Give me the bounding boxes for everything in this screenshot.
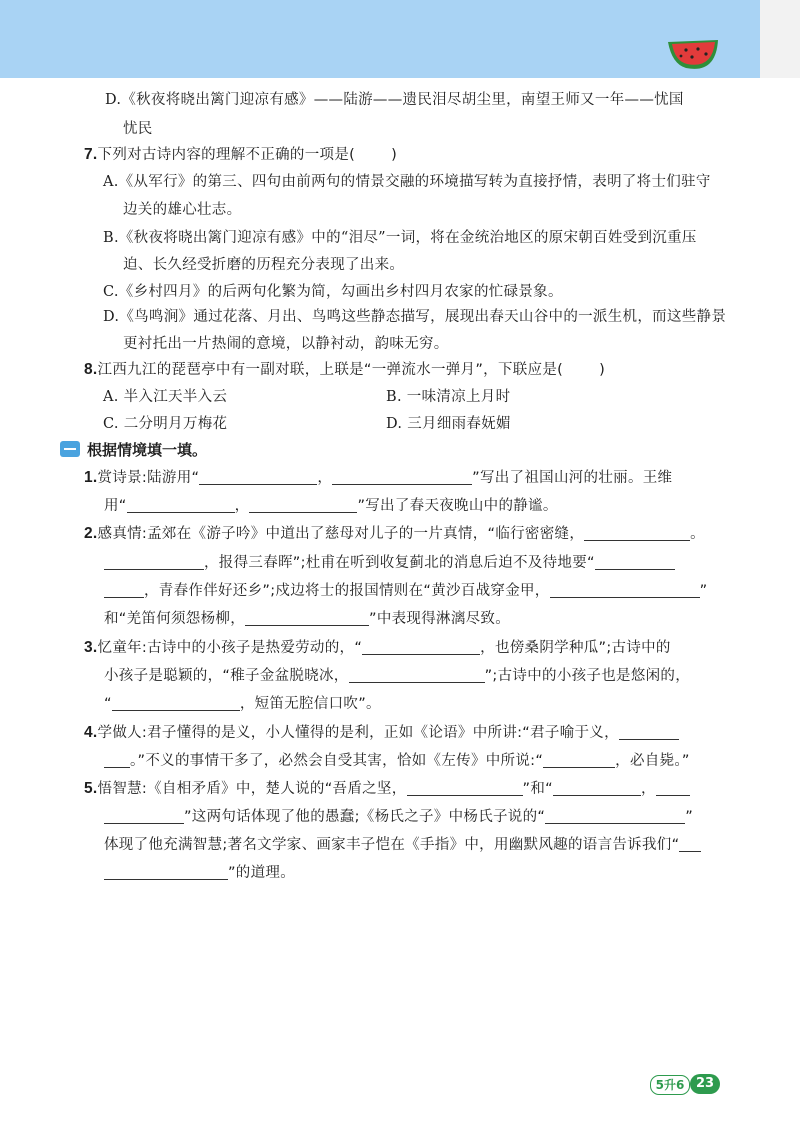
q7-option-b-line1: B.《秋夜将晓出篱门迎凉有感》中的“泪尽”一词，将在金统治地区的原宋朝百姓受到沉重压 (103, 230, 697, 246)
q6-option-d-line2: 忧民 (123, 121, 153, 137)
q7-stem-close: ) (391, 147, 398, 163)
watermelon-icon (666, 38, 722, 78)
fill1-blank-2[interactable] (332, 468, 472, 485)
fill2-blank-3[interactable] (595, 553, 675, 570)
fill2-blank-4[interactable] (550, 581, 700, 598)
fill3-text-d: ”;古诗中的小孩子也是悠闲的， (484, 668, 691, 684)
fill2-line4 (104, 609, 510, 629)
fill5-blank-1[interactable] (407, 779, 523, 796)
fill3-text-e: “ (104, 696, 112, 712)
fill2-blank-1[interactable] (584, 524, 690, 541)
fill2-text-c: ，报得三春晖”;杜甫在听到收复蓟北的消息后迫不及待地要“ (204, 555, 595, 571)
fill3-line1 (84, 638, 671, 658)
q8-option-d: D. 三月细雨春妩媚 (386, 416, 511, 432)
fill5-number: 5. (84, 780, 98, 797)
fill2-text-g: ”中表现得淋漓尽致。 (369, 611, 511, 627)
fill2-line3 (104, 581, 707, 601)
q7-option-c: C.《乡村四月》的后两句化繁为简，勾画出乡村四月农家的忙碌景象。 (103, 284, 563, 300)
fill3-text-a: 忆童年:古诗中的小孩子是热爱劳动的，“ (97, 640, 363, 656)
fill2-blank-2[interactable] (104, 553, 204, 570)
grade-badge: 5升6 (650, 1075, 690, 1095)
q8-number: 8. (84, 361, 98, 378)
fill1-line2 (104, 496, 558, 516)
q6-option-d-line1: D.《秋夜将晓出篱门迎凉有感》——陆游——遗民泪尽胡尘里，南望王师又一年——忧国 (105, 92, 684, 108)
q7-stem-text: 下列对古诗内容的理解不正确的一项是( (97, 147, 356, 163)
q8-option-a: A. 半入江天半入云 (103, 389, 228, 405)
fill1-text-a: 赏诗景:陆游用“ (97, 470, 200, 486)
fill5-line2 (104, 807, 693, 827)
fill5-text-c: ， (640, 781, 656, 797)
fill5-blank-3b[interactable] (104, 807, 184, 824)
fill2-line1 (84, 524, 705, 544)
fill2-text-b: 。 (690, 526, 705, 542)
fill4-blank-1b[interactable] (104, 751, 130, 768)
q8-option-b: B. 一味清凉上月时 (386, 389, 511, 405)
fill1-number: 1. (84, 469, 98, 486)
section-title: 根据情境填一填。 (87, 441, 208, 459)
fill3-text-b: ，也傍桑阴学种瓜”;古诗中的 (480, 640, 671, 656)
fill3-blank-1[interactable] (362, 638, 480, 655)
q8-stem-text: 江西九江的琵琶亭中有一副对联，上联是“一弹流水一弹月”，下联应是( (97, 362, 564, 378)
fill5-line3 (104, 835, 701, 855)
fill4-number: 4. (84, 724, 98, 741)
page-number: 23 (690, 1074, 720, 1094)
header-fade (760, 0, 800, 78)
fill2-blank-5[interactable] (245, 609, 369, 626)
q7-number: 7. (84, 146, 98, 163)
q8-stem (84, 360, 605, 380)
fill1-text-e: ， (234, 498, 250, 514)
fill5-line4 (104, 863, 295, 883)
fill1-blank-1[interactable] (199, 468, 317, 485)
fill4-text-c: ，必自毙。” (615, 753, 690, 769)
fill5-text-f: 体现了他充满智慧;著名文学家、画家丰子恺在《手指》中，用幽默风趣的语言告诉我们“ (104, 837, 680, 853)
fill2-blank-3b[interactable] (104, 581, 144, 598)
fill2-text-d: ，青春作伴好还乡”;戍边将士的报国情则在“黄沙百战穿金甲， (144, 583, 550, 599)
fill5-blank-5[interactable] (679, 835, 701, 852)
fill4-text-a: 学做人:君子懂得的是义，小人懂得的是利，正如《论语》中所讲:“君子喻于义， (97, 725, 619, 741)
fill1-blank-3[interactable] (127, 496, 235, 513)
fill3-blank-2[interactable] (349, 666, 485, 683)
fill5-blank-5b[interactable] (104, 863, 228, 880)
fill5-text-d: ”这两句话体现了他的愚蠢;《杨氏之子》中杨氏子说的“ (184, 809, 546, 825)
fill3-line2 (104, 666, 690, 686)
fill2-number: 2. (84, 525, 98, 542)
q7-option-d-line2: 更衬托出一片热闹的意境，以静衬动，韵味无穷。 (123, 336, 449, 352)
q8-option-c: C. 二分明月万梅花 (103, 416, 228, 432)
fill2-text-f: 和“羌笛何须怨杨柳， (104, 611, 246, 627)
q8-stem-close: ) (599, 362, 606, 378)
fill2-text-e: ” (699, 583, 708, 599)
fill5-text-a: 悟智慧:《自相矛盾》中，楚人说的“吾盾之坚， (97, 781, 407, 797)
fill3-text-c: 小孩子是聪颖的，“稚子金盆脱晓冰， (104, 668, 349, 684)
fill4-text-b: 。”不义的事情干多了，必然会自受其害，恰如《左传》中所说:“ (130, 753, 544, 769)
fill5-text-b: ”和“ (522, 781, 553, 797)
fill3-blank-3[interactable] (112, 694, 240, 711)
fill3-number: 3. (84, 639, 98, 656)
fill1-line1 (84, 468, 672, 488)
q7-option-a-line1: A.《从军行》的第三、四句由前两句的情景交融的环境描写转为直接抒情，表明了将士们驻守 (103, 174, 711, 190)
fill1-text-c: ”写出了祖国山河的壮丽。王维 (472, 470, 673, 486)
fill5-blank-2[interactable] (553, 779, 641, 796)
q7-option-d-line1: D.《鸟鸣涧》通过花落、月出、鸟鸣这些静态描写，展现出春天山谷中的一派生机，而这些静景 (103, 309, 727, 325)
section-icon (60, 441, 80, 457)
fill5-text-e: ” (685, 809, 694, 825)
fill1-text-f: ”写出了春天夜晚山中的静谧。 (357, 498, 558, 514)
q7-option-b-line2: 迫、长久经受折磨的历程充分表现了出来。 (123, 257, 405, 273)
fill5-blank-3[interactable] (656, 779, 690, 796)
fill2-text-a: 感真情:孟郊在《游子吟》中道出了慈母对儿子的一片真情，“临行密密缝， (97, 526, 585, 542)
fill3-text-f: ，短笛无腔信口吹”。 (239, 696, 381, 712)
fill4-line1 (84, 723, 679, 743)
fill2-line2 (104, 553, 675, 573)
fill5-blank-4[interactable] (545, 807, 685, 824)
q7-stem (84, 145, 397, 165)
fill5-text-g: ”的道理。 (228, 865, 296, 881)
fill5-line1 (84, 779, 690, 799)
q7-option-a-line2: 边关的雄心壮志。 (123, 202, 242, 218)
fill4-line2 (104, 751, 690, 771)
fill3-line3 (104, 694, 381, 714)
fill4-blank-1[interactable] (619, 723, 679, 740)
fill1-text-d: 用“ (104, 498, 127, 514)
fill1-text-b: ， (317, 470, 333, 486)
fill4-blank-2[interactable] (543, 751, 615, 768)
fill1-blank-4[interactable] (249, 496, 357, 513)
